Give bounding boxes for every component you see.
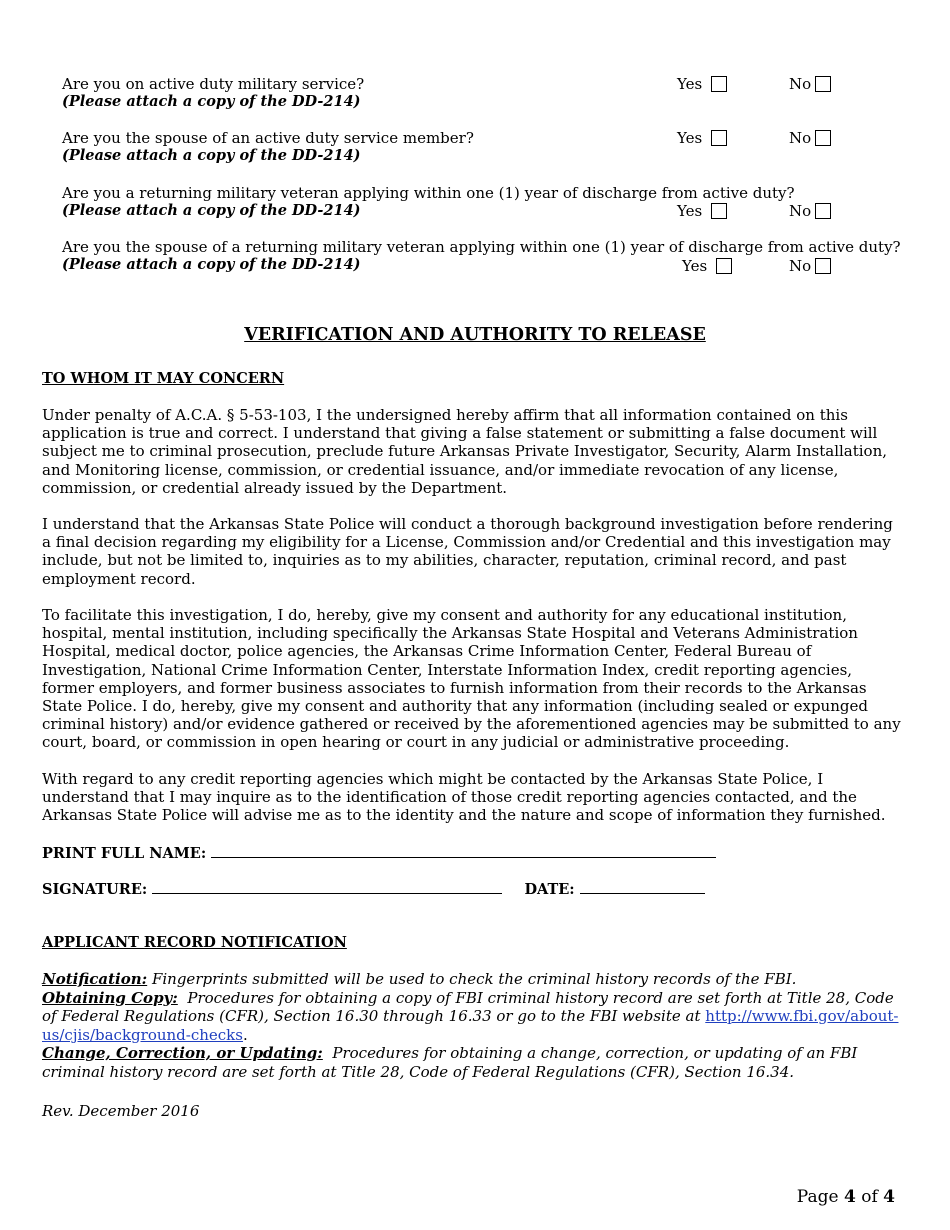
date-label: DATE:	[524, 881, 575, 898]
question-text: Are you a returning military veteran applying within one (1) year of discharge from active duty?	[62, 184, 795, 202]
no-checkbox-spouse-active-duty[interactable]	[815, 130, 831, 146]
print-name-row	[42, 843, 716, 862]
question-spouse-active-duty	[62, 129, 474, 165]
no-label: No	[789, 202, 812, 220]
paragraph-credit-agencies: With regard to any credit reporting agencies which might be contacted by the Arkansas State Police, I understand that I may inquire as to the identification of those credit reporting agencies contacted, and the Arkansas State Police will advise me as to the identity and the nature and scope of information they furnished.	[42, 770, 886, 825]
change-correction-item	[42, 1044, 907, 1081]
print-name-line[interactable]	[211, 843, 716, 858]
notification-title: APPLICANT RECORD NOTIFICATION	[42, 934, 347, 951]
yes-checkbox-spouse-active-duty[interactable]	[711, 130, 727, 146]
no-label: No	[789, 75, 812, 93]
signature-row	[42, 879, 705, 898]
notification-block	[42, 970, 907, 1081]
no-checkbox-returning-veteran[interactable]	[815, 203, 831, 219]
date-line[interactable]	[580, 879, 705, 894]
page-prefix: Page	[796, 1187, 839, 1207]
verification-title: VERIFICATION AND AUTHORITY TO RELEASE	[244, 325, 706, 345]
yes-label: Yes	[682, 257, 708, 275]
yes-label: Yes	[677, 202, 703, 220]
print-name-label: PRINT FULL NAME:	[42, 845, 207, 862]
no-checkbox-active-duty[interactable]	[815, 76, 831, 92]
notification-item	[42, 970, 907, 989]
paragraph-affirmation: Under penalty of A.C.A. § 5-53-103, I the undersigned hereby affirm that all information contained on this application is true and correct. I understand that giving a false statement or submitting a false document will subject me to criminal prosecution, preclude future Arkansas Private Investigator, Security, Alarm Installation, and Monitoring license, commission, or credential issuance, and/or immediate revocation of any license, commission, or credential already issued by the Department.	[42, 406, 888, 497]
salutation: TO WHOM IT MAY CONCERN	[42, 370, 285, 387]
notification-text: Fingerprints submitted will be used to check the criminal history records of the FBI.	[151, 970, 797, 988]
yes-label: Yes	[677, 129, 703, 147]
question-text: Are you on active duty military service?	[62, 75, 365, 93]
yes-checkbox-active-duty[interactable]	[711, 76, 727, 92]
question-spouse-returning-veteran	[62, 238, 901, 274]
obtaining-copy-label: Obtaining Copy:	[42, 988, 178, 1007]
attach-note: (Please attach a copy of the DD-214)	[62, 256, 361, 273]
attach-note: (Please attach a copy of the DD-214)	[62, 147, 361, 164]
paragraph-investigation: I understand that the Arkansas State Police will conduct a thorough background investigation before rendering a final decision regarding my eligibility for a License, Commission and/or Credential and this investigation may include, but not be limited to, inquiries as to my abilities, character, reputation, criminal record, and past employment record.	[42, 515, 893, 588]
period: .	[242, 1025, 248, 1044]
fbi-website-link[interactable]: http://www.fbi.gov/about-us/cjis/background-checks	[42, 1007, 899, 1044]
revision-date: Rev. December 2016	[42, 1102, 200, 1120]
attach-note: (Please attach a copy of the DD-214)	[62, 93, 361, 110]
change-correction-text: Procedures for obtaining a change, correction, or updating of an FBI criminal history record are set forth at Title 28, Code of Federal Regulations (CFR), Section 16.34.	[42, 1044, 858, 1081]
yes-label: Yes	[677, 75, 703, 93]
page-number	[797, 1187, 895, 1207]
no-label: No	[789, 257, 812, 275]
paragraph-consent: To facilitate this investigation, I do, hereby, give my consent and authority for any educational institution, hospital, mental institution, including specifically the Arkansas State Hospital and Veterans Administration Hospital, medical doctor, police agencies, the Arkansas Crime Information Center, Federal Bureau of Investigation, National Crime Information Center, Interstate Information Index, credit reporting agencies, former employers, and former business associates to furnish information from their records to the Arkansas State Police. I do, hereby, give my consent and authority that any information (including sealed or expunged criminal history) and/or evidence gathered or received by the aforementioned agencies may be submitted to any court, board, or commission in open hearing or court in any judicial or administrative proceeding.	[42, 606, 901, 752]
notification-label: Notification:	[42, 970, 148, 988]
no-label: No	[789, 129, 812, 147]
attach-note: (Please attach a copy of the DD-214)	[62, 202, 361, 219]
obtaining-copy-text: Procedures for obtaining a copy of FBI criminal history record are set forth at Title 28, Code of Federal Regulations (CFR), Section 16.30 through 16.33 or go to the FBI website at	[42, 988, 894, 1025]
signature-line[interactable]	[152, 879, 502, 894]
obtaining-copy-item	[42, 989, 907, 1045]
page-total: 4	[883, 1187, 895, 1207]
yes-checkbox-spouse-returning-veteran[interactable]	[716, 258, 732, 274]
yes-checkbox-returning-veteran[interactable]	[711, 203, 727, 219]
page-of: of	[861, 1187, 878, 1207]
question-text: Are you the spouse of a returning military veteran applying within one (1) year of discharge from active duty?	[62, 238, 901, 256]
page-current: 4	[843, 1187, 856, 1207]
signature-label: SIGNATURE:	[42, 881, 148, 898]
change-correction-label: Change, Correction, or Updating:	[42, 1044, 323, 1062]
no-checkbox-spouse-returning-veteran[interactable]	[815, 258, 831, 274]
question-active-duty	[62, 75, 364, 111]
question-text: Are you the spouse of an active duty service member?	[62, 129, 474, 147]
